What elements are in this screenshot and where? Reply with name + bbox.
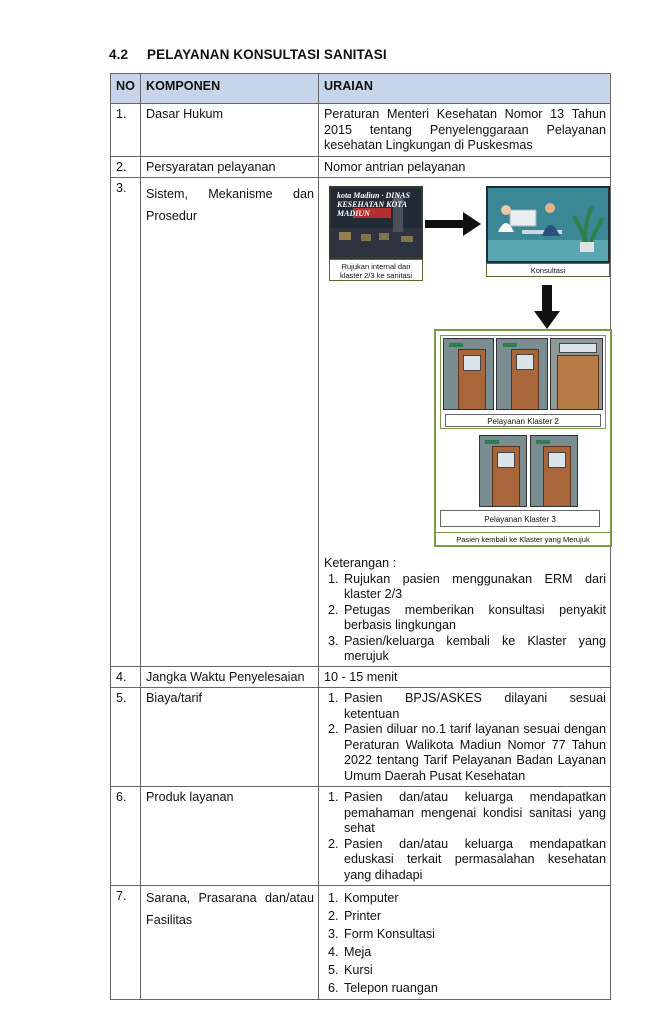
- door-photo: [443, 338, 494, 410]
- biaya-list: [324, 691, 606, 784]
- row-uraian: Peraturan Menteri Kesehatan Nomor 13 Tahun 2015 tentang Penyelenggaraan Pelayanan kesehatan Lingkungan di Puskesmas: [319, 104, 611, 157]
- header-uraian: URAIAN: [319, 74, 611, 104]
- service-table: [110, 73, 611, 1000]
- row-komponen: Persyaratan pelayanan: [141, 156, 319, 178]
- keterangan-list: [324, 572, 606, 665]
- procedure-diagram: [324, 178, 606, 556]
- arrow-down-icon: [534, 285, 560, 329]
- list-item: 2. Petugas memberikan konsultasi penyakit berbasis lingkungan: [342, 603, 606, 634]
- list-item: 1. Komputer: [342, 889, 606, 907]
- row-komponen: Produk layanan: [141, 787, 319, 886]
- section-title: PELAYANAN KONSULTASI SANITASI: [147, 47, 387, 62]
- table-row: [111, 787, 611, 886]
- row-uraian: [319, 787, 611, 886]
- list-item: 4. Meja: [342, 943, 606, 961]
- row-uraian: [319, 688, 611, 787]
- door-photo: [550, 338, 603, 410]
- section-heading: [109, 47, 387, 62]
- keterangan-label: Keterangan :: [324, 556, 397, 570]
- klaster-group-box: [434, 329, 612, 547]
- row-number: 2.: [111, 156, 141, 178]
- table-row: [111, 178, 611, 667]
- list-item: 3. Pasien/keluarga kembali ke Klaster yang merujuk: [342, 634, 606, 665]
- row-komponen: Dasar Hukum: [141, 104, 319, 157]
- list-item: 3. Form Konsultasi: [342, 925, 606, 943]
- row-number: 3.: [111, 178, 141, 667]
- list-item: 1. Pasien dan/atau keluarga mendapatkan pemahaman mengenai kondisi sanitasi yang sehat: [342, 790, 606, 837]
- row-number: 6.: [111, 787, 141, 886]
- rujukan-image: [329, 186, 423, 259]
- row-komponen: Jangka Waktu Penyelesaian: [141, 666, 319, 688]
- row-komponen: Sarana, Prasarana dan/atau Fasilitas: [141, 886, 319, 1000]
- klaster2-caption: Pelayanan Klaster 2: [445, 414, 601, 427]
- rujukan-caption: Rujukan internal dari klaster 2/3 ke sanitasi: [329, 259, 423, 281]
- row-number: 4.: [111, 666, 141, 688]
- row-number: 7.: [111, 886, 141, 1000]
- list-item: 1. Rujukan pasien menggunakan ERM dari klaster 2/3: [342, 572, 606, 603]
- section-number: 4.2: [109, 47, 129, 62]
- row-uraian: [319, 178, 611, 667]
- list-item: 2. Printer: [342, 907, 606, 925]
- rujukan-image-text: kota Madiun · DINAS KESEHATAN KOTA MADIUN: [337, 191, 410, 218]
- produk-list: [324, 790, 606, 883]
- door-photo: [530, 435, 578, 507]
- door-photo: [479, 435, 527, 507]
- list-item: 2. Pasien diluar no.1 tarif layanan sesuai dengan Peraturan Walikota Madiun Nomor 77 Tahun 2022 tentang Tarif Pelayanan Badan Layanan Umum Daerah Pusat Kesehatan: [342, 722, 606, 784]
- table-header-row: [111, 74, 611, 104]
- row-uraian: Nomor antrian pelayanan: [319, 156, 611, 178]
- list-item: 2. Pasien dan/atau keluarga mendapatkan eduskasi terkait permasalahan kesehatan yang dihadapi: [342, 837, 606, 884]
- table-row: [111, 104, 611, 157]
- sarana-list: [324, 889, 606, 997]
- table-row: [111, 156, 611, 178]
- consultation-illustration-icon: [488, 188, 608, 261]
- header-no: NO: [111, 74, 141, 104]
- list-item: 6. Telepon ruangan: [342, 979, 606, 997]
- arrow-right-icon: [425, 212, 481, 236]
- klaster3-caption: Pelayanan Klaster 3: [440, 510, 600, 527]
- group-caption: Pasien kembali ke Klaster yang Merujuk: [436, 532, 610, 545]
- row-uraian: [319, 886, 611, 1000]
- row-komponen: Sistem, Mekanisme dan Prosedur: [141, 178, 319, 667]
- table-row: [111, 666, 611, 688]
- header-komponen: KOMPONEN: [141, 74, 319, 104]
- konsultasi-image: [486, 186, 610, 263]
- table-row: [111, 886, 611, 1000]
- klaster2-box: [440, 335, 606, 429]
- row-number: 5.: [111, 688, 141, 787]
- row-komponen: Biaya/tarif: [141, 688, 319, 787]
- list-item: 5. Kursi: [342, 961, 606, 979]
- door-photo: [496, 338, 548, 410]
- list-item: 1. Pasien BPJS/ASKES dilayani sesuai ketentuan: [342, 691, 606, 722]
- konsultasi-caption: Konsultasi: [486, 263, 610, 277]
- row-uraian: 10 - 15 menit: [319, 666, 611, 688]
- table-row: [111, 688, 611, 787]
- row-number: 1.: [111, 104, 141, 157]
